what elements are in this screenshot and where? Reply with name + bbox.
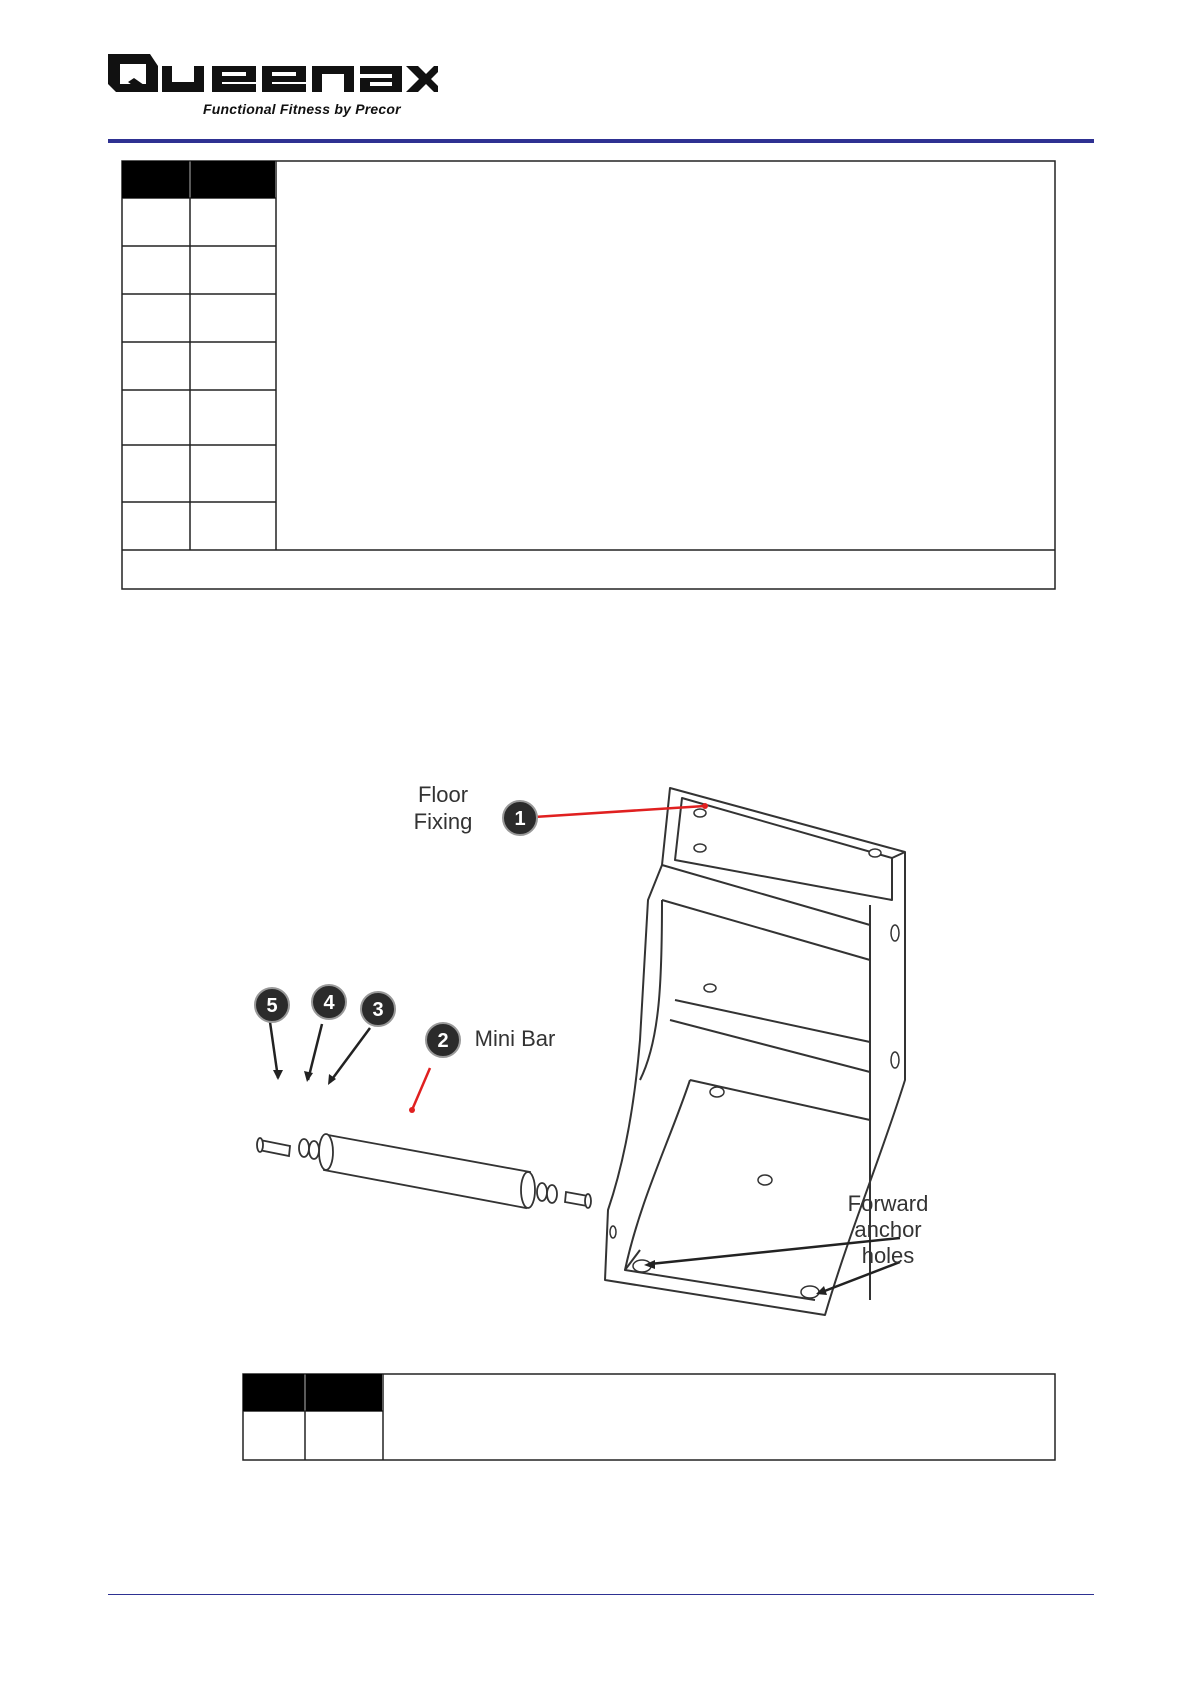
svg-text:4: 4 [323, 992, 335, 1014]
svg-text:2: 2 [437, 1030, 449, 1052]
pointer-3 [330, 1028, 370, 1082]
callout-2 [426, 1023, 460, 1057]
base-hole-2 [758, 1175, 772, 1185]
washer-right-1 [537, 1183, 547, 1201]
label-forward: Forward [847, 1191, 929, 1216]
forward-anchor-hole-2 [801, 1286, 819, 1298]
logo-letter-x [406, 66, 438, 92]
callout-3 [361, 992, 395, 1026]
side-bolt-2 [891, 1052, 899, 1068]
logo-letter-e2 [262, 66, 306, 92]
svg-text:5: 5 [266, 995, 278, 1017]
label-mini-bar: Mini Bar [474, 1026, 556, 1051]
table1-header-cell-1 [122, 161, 189, 198]
parts-table-2 [242, 1373, 1056, 1461]
side-bolt-1 [891, 925, 899, 941]
label-floor-fixing-line1: Floor [417, 782, 469, 807]
logo-letter-u [162, 66, 204, 92]
parts-table-1 [121, 160, 1056, 590]
table2-header-cell-1 [243, 1374, 304, 1411]
svg-text:1: 1 [514, 808, 526, 830]
callout-1 [503, 801, 537, 835]
washer-left-2 [309, 1141, 319, 1159]
mini-bar [324, 1135, 530, 1208]
middle-hole [704, 984, 716, 992]
side-bolt-3 [610, 1226, 616, 1238]
assembly-diagram [230, 780, 930, 1340]
logo-letter-n [312, 66, 354, 92]
top-hole-2 [694, 844, 706, 852]
washer-left-1 [299, 1139, 309, 1157]
base-hole-1 [710, 1087, 724, 1097]
callout-5 [255, 988, 289, 1022]
top-hole-3 [869, 849, 881, 857]
label-holes: holes [861, 1243, 915, 1268]
callout-4 [312, 985, 346, 1019]
pointer-5 [270, 1022, 278, 1078]
top-hole-1 [694, 809, 706, 817]
svg-text:3: 3 [372, 999, 384, 1021]
logo-tagline: Functional Fitness by Precor [203, 101, 401, 117]
washer-right-2 [547, 1185, 557, 1203]
logo-q-mark [108, 54, 158, 92]
table1-header-cell-2 [191, 161, 275, 198]
footer-rule [108, 1594, 1094, 1595]
label-anchor: anchor [854, 1217, 922, 1242]
header-rule [108, 139, 1094, 143]
table2-header-cell-2 [306, 1374, 382, 1411]
pointer-4 [308, 1024, 322, 1080]
pointer-2 [412, 1068, 430, 1110]
label-floor-fixing-line2: Fixing [413, 809, 473, 834]
logo-letter-e1 [212, 66, 256, 92]
logo-letter-a [360, 66, 402, 92]
